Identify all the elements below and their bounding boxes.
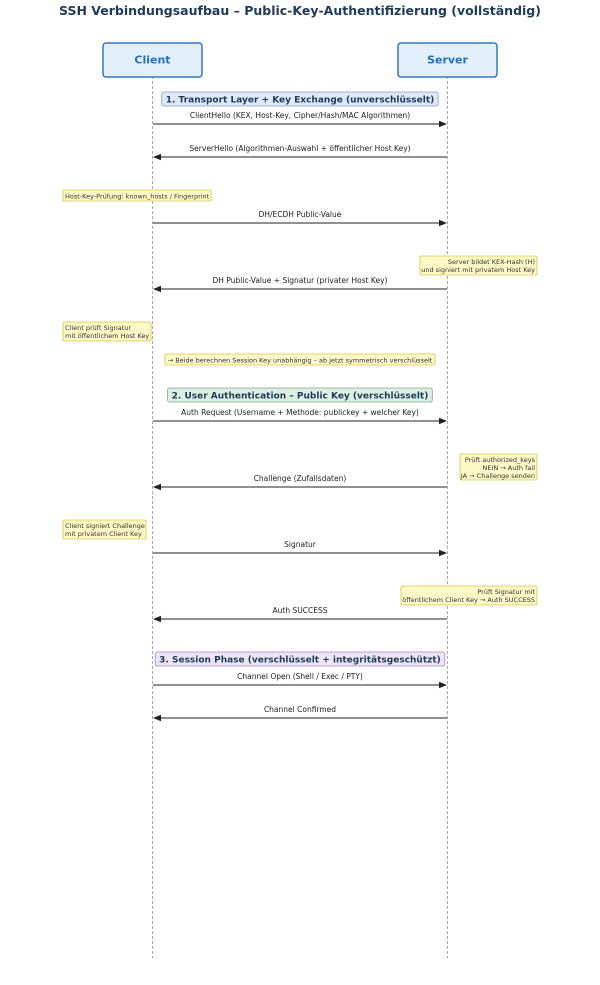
note-server-kex-hash (420, 256, 537, 275)
message-client-hello-label: ClientHello (KEX, Host-Key, Cipher/Hash/MAC Algorithmen) (189, 111, 411, 120)
note-session-key-text: → Beide berechnen Session Key unabhängig – ab jetzt symmetrisch verschlüsselt (167, 356, 433, 365)
message-signature-label: Signatur (284, 540, 316, 549)
note-verify-client-signature-line2: öffentlichem Client Key → Auth SUCCESS (402, 596, 535, 604)
message-channel-confirmed-label: Channel Confirmed (263, 705, 337, 714)
note-client-sign-challenge-line1: Client signiert Challenge (65, 522, 145, 530)
section-header-transport (162, 92, 439, 106)
note-host-key-check-text: Host-Key-Prüfung: known_hosts / Fingerprint (65, 192, 210, 201)
note-verify-client-signature-line1: Prüft Signatur mit (477, 588, 535, 596)
message-auth-success-label: Auth SUCCESS (272, 606, 328, 615)
server-actor (398, 43, 497, 77)
message-channel-open (153, 672, 446, 685)
message-client-hello (153, 111, 446, 124)
message-dh-public-value (153, 210, 446, 223)
note-client-verify-signature-line2: mit öffentlichem Host Key (65, 332, 150, 340)
note-client-sign-challenge (63, 520, 146, 539)
section-header-user-auth-label: 2. User Authentication – Public Key (verschlüsselt) (171, 391, 429, 402)
message-server-hello (154, 144, 447, 157)
message-dh-signature-label: DH Public-Value + Signatur (privater Host Key) (212, 276, 388, 285)
message-auth-request-label: Auth Request (Username + Methode: publickey + welcher Key) (181, 408, 419, 417)
message-dh-signature (154, 276, 447, 289)
note-client-verify-signature (63, 322, 151, 341)
note-client-sign-challenge-line2: mit privatem Client Key (65, 530, 142, 538)
message-auth-success (154, 606, 447, 619)
note-host-key-check (63, 190, 211, 201)
section-header-session-label: 3. Session Phase (verschlüsselt + integritätsgeschützt) (159, 655, 441, 666)
note-session-key (165, 354, 435, 365)
client-actor (103, 43, 202, 77)
note-client-verify-signature-line1: Client prüft Signatur (65, 324, 132, 332)
client-actor-label: Client (134, 53, 171, 67)
note-authorized-keys-line2: NEIN → Auth fail (482, 464, 535, 472)
note-server-kex-hash-line1: Server bildet KEX-Hash (H) (447, 258, 535, 266)
note-authorized-keys (460, 454, 537, 480)
message-channel-confirmed (154, 705, 447, 718)
message-channel-open-label: Channel Open (Shell / Exec / PTY) (237, 672, 363, 681)
message-challenge-label: Challenge (Zufallsdaten) (253, 474, 347, 483)
note-verify-client-signature (401, 586, 537, 605)
message-dh-public-value-label: DH/ECDH Public-Value (258, 210, 342, 219)
note-server-kex-hash-line2: und signiert mit privatem Host Key (421, 266, 535, 274)
server-actor-label: Server (427, 53, 468, 67)
section-header-user-auth (168, 388, 433, 402)
note-authorized-keys-line3: JA → Challenge senden (460, 472, 535, 480)
diagram-title: SSH Verbindungsaufbau – Public-Key-Authentifizierung (vollständig) (59, 3, 541, 18)
message-challenge (154, 474, 447, 487)
message-signature (153, 540, 446, 553)
section-header-transport-label: 1. Transport Layer + Key Exchange (unverschlüsselt) (165, 95, 435, 106)
message-auth-request (153, 408, 446, 421)
note-authorized-keys-line1: Prüft authorized_keys (464, 456, 535, 464)
message-server-hello-label: ServerHello (Algorithmen-Auswahl + öffentlicher Host Key) (189, 144, 411, 153)
section-header-session (155, 652, 445, 666)
